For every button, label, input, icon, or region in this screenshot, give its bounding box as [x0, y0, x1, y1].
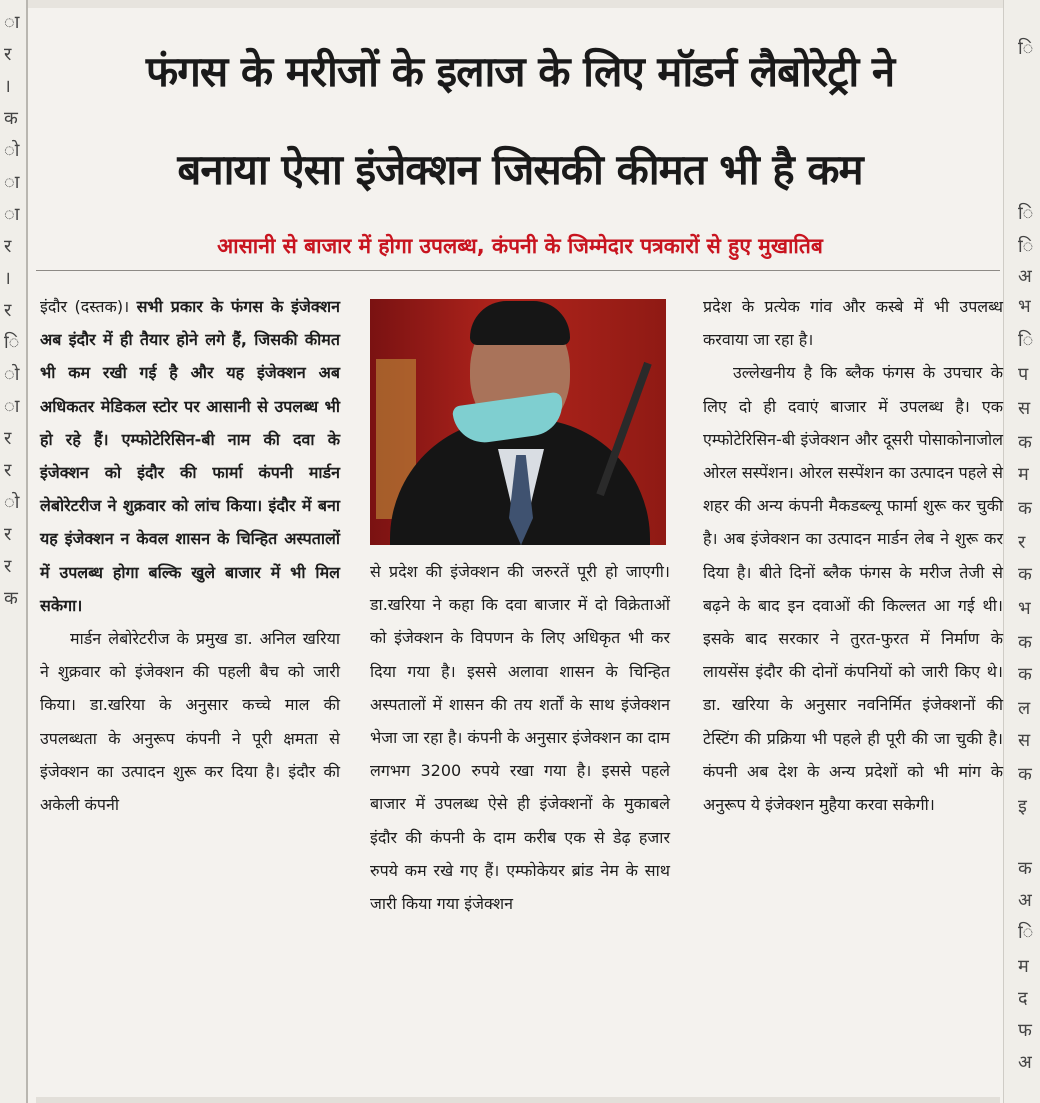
right-fragment: इ: [1018, 796, 1027, 817]
right-fragment: ि: [1018, 203, 1034, 224]
right-fragment: ि: [1018, 38, 1034, 59]
right-fragment: स: [1018, 730, 1031, 751]
right-fragment: भ: [1018, 598, 1031, 619]
right-fragment: द: [1018, 988, 1028, 1009]
bottom-edge: [36, 1097, 1000, 1103]
right-fragment: म: [1018, 464, 1029, 485]
right-adjacent-column: [1003, 0, 1040, 1103]
photo-hair: [470, 301, 570, 345]
right-fragment: फ: [1018, 1020, 1032, 1041]
right-fragment: क: [1018, 498, 1032, 519]
left-fragment: ा: [4, 204, 20, 225]
article-column-2: [370, 555, 670, 920]
right-fragment: ि: [1018, 330, 1034, 351]
right-fragment: भ: [1018, 296, 1031, 317]
body-paragraph: मार्डन लेबोरेटरीज के प्रमुख डा. अनिल खरिया ने शुक्रवार को इंजेक्शन की पहली बैच को जारी किया। डा.खरिया के अनुसार कच्चे माल की उपलब्धता के अनुरूप कंपनी ने पूरी क्षमता से इंजेक्शन का उत्पादन शुरू कर दिया है। इंदौर की अकेली कंपनी: [40, 629, 340, 815]
left-fragment: र: [4, 236, 12, 257]
body-paragraph: से प्रदेश की इंजेक्शन की जरुरतें पूरी हो जाएगी। डा.खरिया ने कहा कि दवा बाजार में दो विक्रेताओं को इंजेक्शन के विपणन के लिए अधिकृत भी कर दिया गया है। इससे अलावा शासन के चिन्हित अस्पतालों में शासन की तय शर्तों के साथ इंजेक्शन भेजा जा रहा है। कंपनी के अनुसार इंजेक्शन का दाम लगभग 3200 रुपये रखा गया है। इससे पहले बाजार में उपलब्ध ऐसे ही इंजेक्शनों के मुकाबले इंदौर की कंपनी के दाम करीब एक से डेढ़ हजार रुपये कम रखे गए हैं। एम्फोकेयर ब्रांड नेम के साथ जारी किया गया इंजेक्शन: [370, 562, 670, 914]
right-fragment: अ: [1018, 1052, 1032, 1073]
left-fragment: र: [4, 300, 12, 321]
left-adjacent-column: [0, 0, 28, 1103]
left-fragment: ो: [4, 140, 20, 161]
left-fragment: क: [4, 108, 18, 129]
left-fragment: ो: [4, 492, 20, 513]
right-fragment: अ: [1018, 890, 1032, 911]
article-column-1: [40, 290, 340, 821]
right-fragment: प: [1018, 364, 1029, 385]
right-fragment: ि: [1018, 236, 1034, 257]
right-fragment: स: [1018, 398, 1031, 419]
left-fragment: क: [4, 588, 18, 609]
left-fragment: र: [4, 460, 12, 481]
right-fragment: क: [1018, 632, 1032, 653]
left-fragment: र: [4, 428, 12, 449]
left-fragment: ा: [4, 396, 20, 417]
right-fragment: क: [1018, 564, 1032, 585]
top-edge: [0, 0, 1040, 8]
right-fragment: ल: [1018, 698, 1031, 719]
headline-line-2: बनाया ऐसा इंजेक्शन जिसकी कीमत भी है कम: [177, 145, 863, 194]
right-fragment: अ: [1018, 266, 1032, 287]
left-fragment: ि: [4, 332, 20, 353]
subheadline: आसानी से बाजार में होगा उपलब्ध, कंपनी के जिम्मेदार पत्रकारों से हुए मुखातिब: [217, 234, 823, 258]
left-fragment: ा: [4, 172, 20, 193]
right-fragment: ि: [1018, 922, 1034, 943]
right-fragment: क: [1018, 764, 1032, 785]
right-fragment: र: [1018, 532, 1026, 553]
body-paragraph: प्रदेश के प्रत्येक गांव और कस्बे में भी उपलब्ध करवाया जा रहा है।: [703, 297, 1003, 350]
left-fragment: र: [4, 44, 12, 65]
left-fragment: ।: [4, 76, 11, 97]
left-fragment: ।: [4, 268, 11, 289]
left-fragment: ा: [4, 12, 20, 33]
headline-divider: [36, 270, 1000, 271]
news-photo: [370, 299, 666, 545]
headline-line-1: फंगस के मरीजों के इलाज के लिए मॉडर्न लैबोरेट्री ने: [145, 47, 895, 96]
left-fragment: र: [4, 524, 12, 545]
right-fragment: क: [1018, 664, 1032, 685]
article-column-3: [703, 290, 1003, 821]
right-fragment: म: [1018, 956, 1029, 977]
dateline: इंदौर (दस्तक)।: [40, 297, 130, 316]
right-fragment: क: [1018, 858, 1032, 879]
body-paragraph: उल्लेखनीय है कि ब्लैक फंगस के उपचार के लिए दो ही दवाएं बाजार में उपलब्ध है। एक एम्फोटेरिसिन-बी इंजेक्शन और दूसरी पोसाकोनाजोल ओरल सस्पेंशन। ओरल सस्पेंशन का उत्पादन पहले से शहर की अन्य कंपनी मैकडब्ल्यू फार्मा शुरू कर चुकी है। अब इंजेक्शन का उत्पादन मार्डन लेब ने शुरू कर दिया है। बीते दिनों ब्लैक फंगस के मरीज तेजी से बढ़ने के बाद इन दवाओं की किल्लत आ गई थी। इसके बाद सरकार ने तुरत-फुरत में निर्माण के लायसेंस इंदौर की दोनों कंपनियों को जारी किए थे। डा. खरिया के अनुसार नवनिर्मित इंजेक्शनों की टेस्टिंग की प्रक्रिया भी पहले ही पूरी की जा चुकी है। कंपनी अब देश के अन्य प्रदेशों को भी मांग के अनुरूप ये इंजेक्शन मुहैया करवा सकेगी।: [703, 363, 1003, 815]
left-fragment: ो: [4, 364, 20, 385]
left-fragment: र: [4, 556, 12, 577]
lead-paragraph: सभी प्रकार के फंगस के इंजेक्शन अब इंदौर में ही तैयार होने लगे हैं, जिसकी कीमत भी कम रखी गई है और यह इंजेक्शन अब अधिकतर मेडिकल स्टोर पर आसानी से उपलब्ध भी हो रहे हैं। एम्फोटेरिसिन-बी नाम की दवा के इंजेक्शन को इंदौर की फार्मा कंपनी मार्डन लेबोरेटरीज ने शुक्रवार को लांच किया। इंदौर में बना यह इंजेक्शन न केवल शासन के चिन्हित अस्पतालों में उपलब्ध होगा बल्कि खुले बाजार में भी मिल सकेगा।: [40, 297, 340, 615]
right-fragment: क: [1018, 432, 1032, 453]
